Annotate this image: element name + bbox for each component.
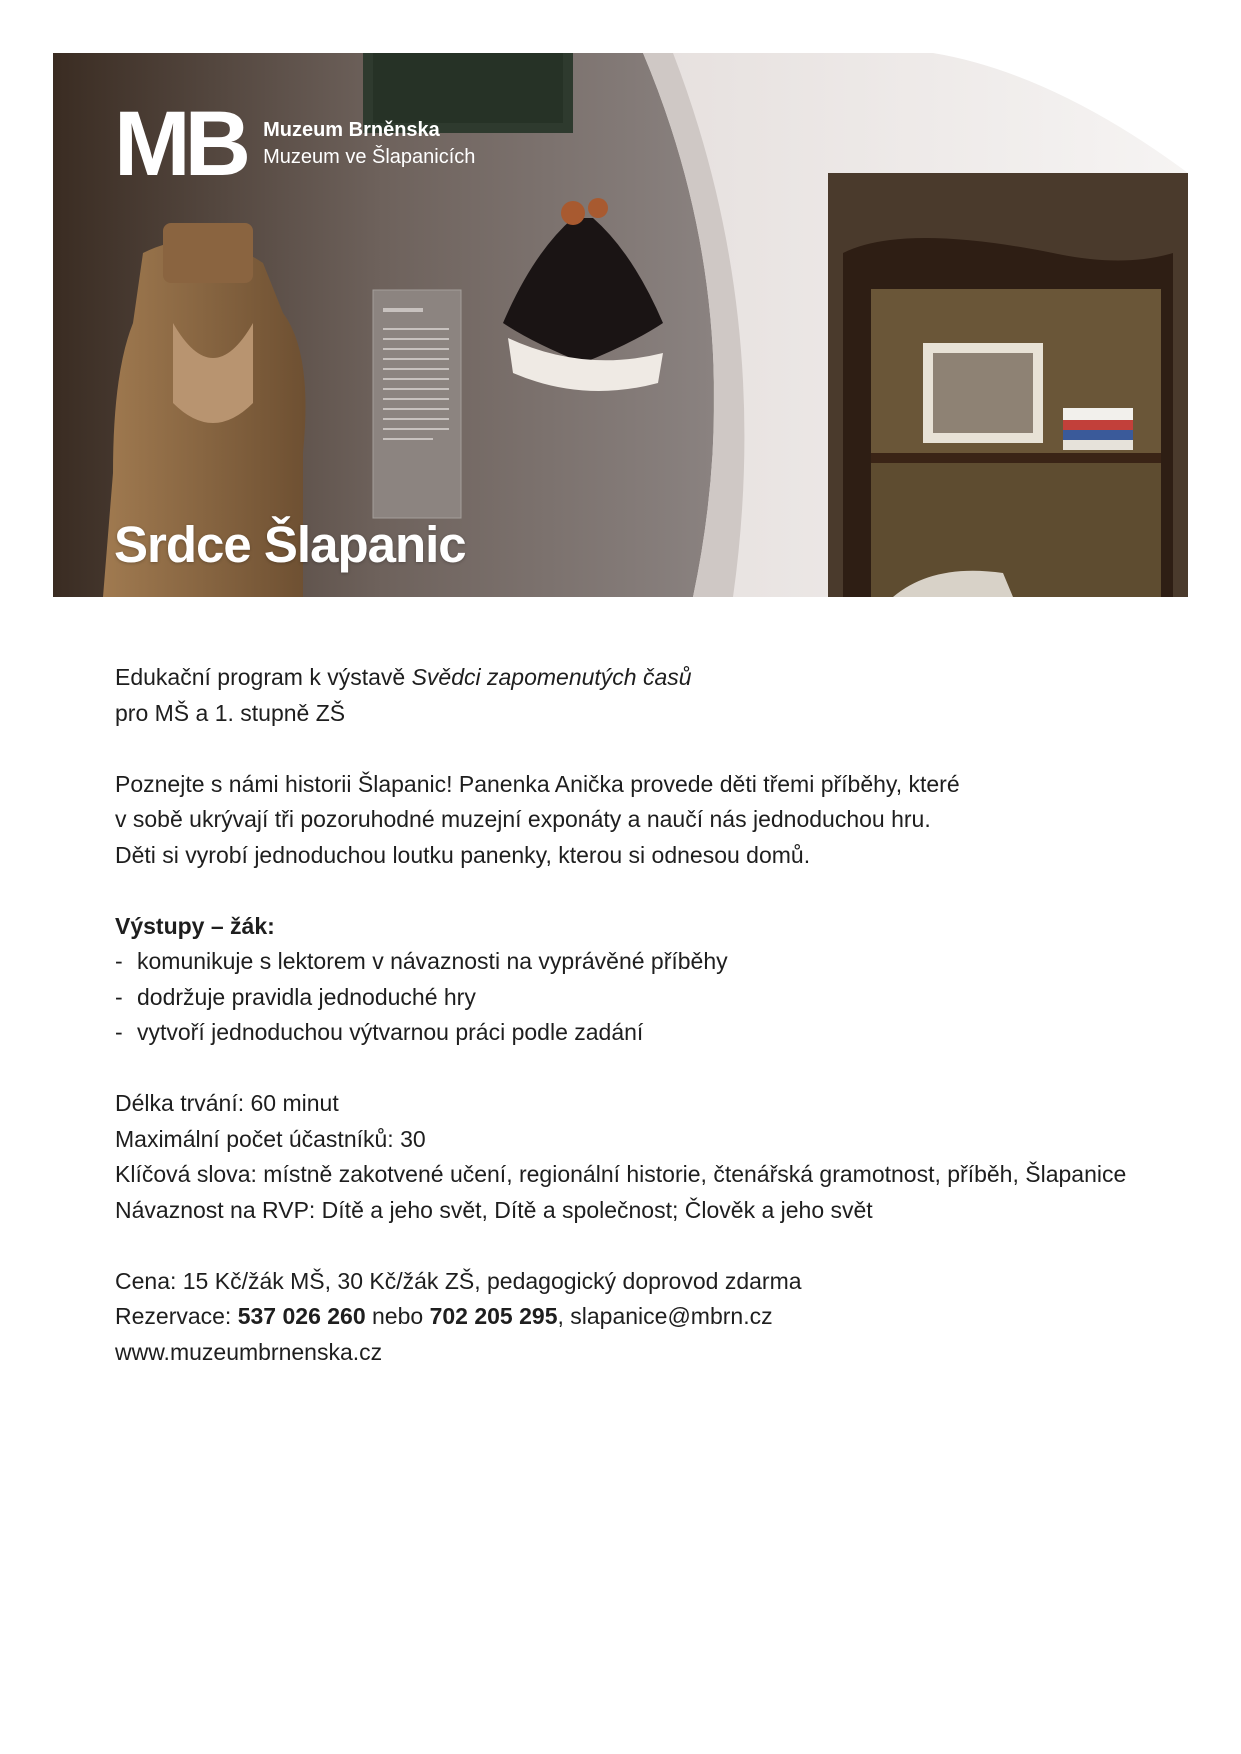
bullet-dash: - [115, 1019, 123, 1045]
or-text: nebo [365, 1303, 430, 1329]
bullet-dash: - [115, 983, 123, 1010]
outcomes-heading-text: Výstupy – žák: [115, 912, 275, 939]
logo-mark: MB [114, 93, 246, 195]
phone-1[interactable]: 537 026 260 [237, 1303, 366, 1329]
duration: Délka trvání: 60 minut [115, 1090, 339, 1116]
website-link[interactable]: www.muzeumbrnenska.cz [115, 1338, 383, 1365]
description-line: v sobě ukrývají tři pozoruhodné muzejní exponáty a naučí nás jednoduchou hru. [115, 806, 931, 832]
logo-line-1: Muzeum Brněnska [263, 119, 440, 141]
exhibition-name: Svědci zapomenutých časů [411, 664, 692, 690]
outcome-item [115, 944, 1195, 980]
max-participants: Maximální počet účastníků: 30 [115, 1125, 426, 1152]
rvp-link: Návaznost na RVP: Dítě a jeho svět, Dítě a společnost; Člověk a jeho svět [115, 1196, 873, 1223]
museum-logo [114, 93, 476, 195]
price: Cena: 15 Kč/žák MŠ, 30 Kč/žák ZŠ, pedagogický doprovod zdarma [115, 1267, 802, 1294]
logo-text [263, 117, 475, 171]
program-description [115, 660, 1195, 1370]
outcome-item [115, 1015, 1195, 1051]
description-line: Děti si vyrobí jednoduchou loutku panenky, kterou si odnesou domů. [115, 841, 811, 868]
email-link[interactable]: , slapanice@mbrn.cz [557, 1303, 773, 1329]
intro-prefix: Edukační program k výstavě [115, 664, 412, 690]
description-line: Poznejte s námi historii Šlapanic! Panenka Anička provede děti třemi příběhy, které [115, 770, 960, 797]
reservation [115, 1299, 1195, 1335]
intro-line-2: pro MŠ a 1. stupně ZŠ [115, 699, 346, 726]
outcome-text: komunikuje s lektorem v návaznosti na vyprávěné příběhy [137, 948, 728, 974]
outcome-text: dodržuje pravidla jednoduché hry [137, 983, 476, 1010]
phone-2[interactable]: 702 205 295 [429, 1303, 558, 1329]
intro-line-1 [115, 660, 1195, 696]
logo-line-2: Muzeum ve Šlapanicích [263, 146, 476, 168]
outcome-text: vytvoří jednoduchou výtvarnou práci podle zadání [137, 1019, 644, 1045]
outcomes-heading [115, 909, 1195, 945]
outcome-item [115, 980, 1195, 1016]
page-title: Srdce Šlapanic [114, 516, 466, 573]
bullet-dash: - [115, 948, 123, 974]
reservation-label: Rezervace: [115, 1303, 238, 1329]
hero-image [53, 53, 1188, 597]
keywords: Klíčová slova: místně zakotvené učení, regionální historie, čtenářská gramotnost, příběh, Šlapanice [115, 1161, 1127, 1187]
